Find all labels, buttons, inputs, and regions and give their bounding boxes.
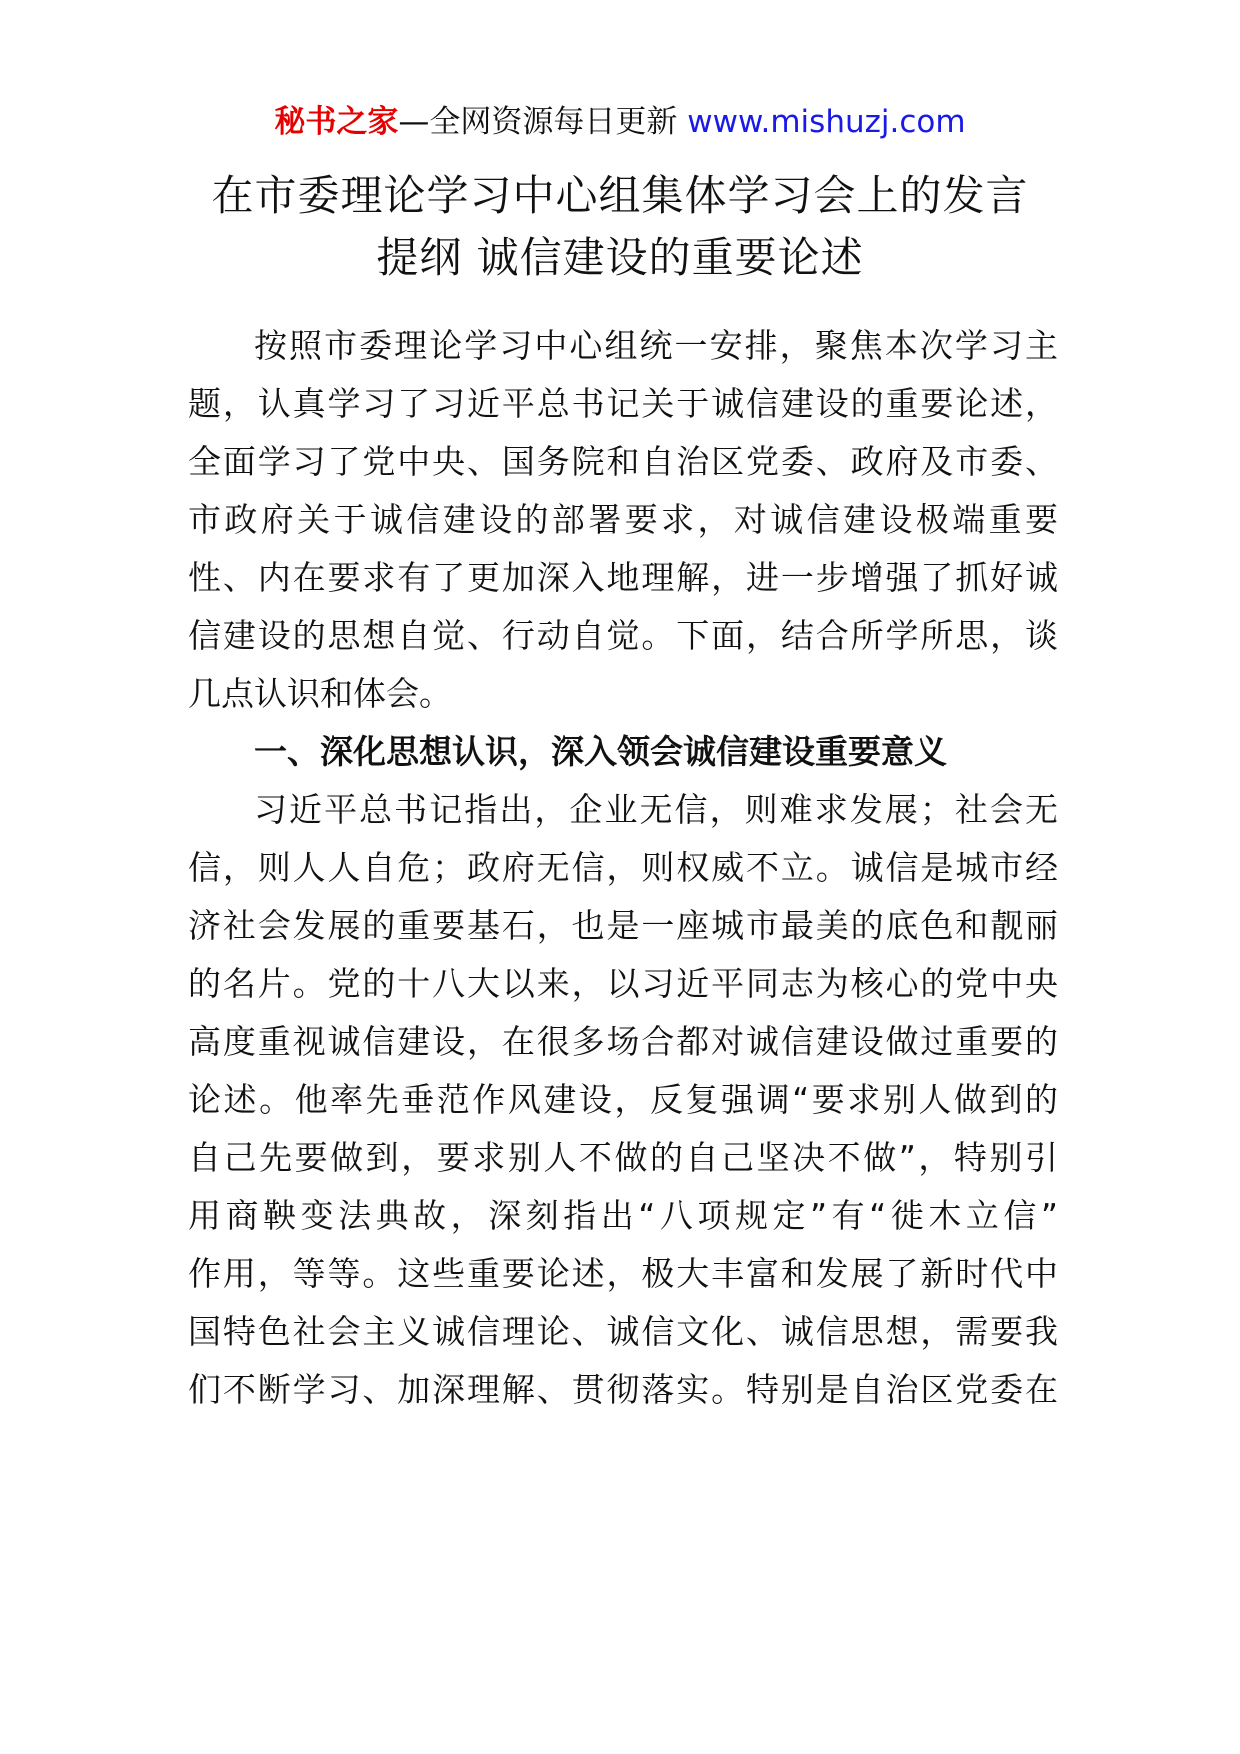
site-tagline: —全网资源每日更新: [398, 104, 678, 140]
body-line: 习近平总书记指出，企业无信，则难求发展；社会无: [254, 790, 1058, 829]
body-line: 题，认真学习了习近平总书记关于诚信建设的重要论述，: [188, 384, 1058, 423]
body-line: 作用，等等。这些重要论述，极大丰富和发展了新时代中: [188, 1254, 1058, 1293]
body-line: 按照市委理论学习中心组统一安排，聚焦本次学习主: [254, 326, 1058, 365]
body-line: 全面学习了党中央、国务院和自治区党委、政府及市委、: [188, 442, 1058, 481]
body-line: 们不断学习、加深理解、贯彻落实。特别是自治区党委在: [188, 1370, 1058, 1409]
document-title-line-2: 提纲 诚信建设的重要论述: [376, 233, 864, 282]
site-brand: 秘书之家: [274, 104, 399, 140]
site-header: [0, 102, 1240, 142]
body-line: 几点认识和体会。: [188, 674, 452, 713]
site-url-link[interactable]: www.mishuzj.com: [687, 104, 966, 140]
body-line: 国特色社会主义诚信理论、诚信文化、诚信思想，需要我: [188, 1312, 1058, 1351]
body-line: 的名片。党的十八大以来，以习近平同志为核心的党中央: [188, 964, 1058, 1003]
body-line: 信建设的思想自觉、行动自觉。下面，结合所学所思，谈: [188, 616, 1058, 655]
body-line: 高度重视诚信建设，在很多场合都对诚信建设做过重要的: [188, 1022, 1058, 1061]
body-line: 济社会发展的重要基石，也是一座城市最美的底色和靓丽: [188, 906, 1058, 945]
document-title-line-1: 在市委理论学习中心组集体学习会上的发言: [211, 171, 1029, 220]
body-line: 市政府关于诚信建设的部署要求，对诚信建设极端重要: [188, 500, 1058, 539]
body-line: 性、内在要求有了更加深入地理解，进一步增强了抓好诚: [188, 558, 1058, 597]
body-line: 自己先要做到，要求别人不做的自己坚决不做”，特别引: [188, 1138, 1058, 1177]
body-line: 论述。他率先垂范作风建设，反复强调“要求别人做到的: [188, 1080, 1058, 1119]
section-heading: 一、深化思想认识，深入领会诚信建设重要意义: [254, 732, 947, 771]
body-line: 信，则人人自危；政府无信，则权威不立。诚信是城市经: [188, 848, 1058, 887]
body-line: 用商鞅变法典故，深刻指出“八项规定”有“徙木立信”: [188, 1196, 1058, 1235]
